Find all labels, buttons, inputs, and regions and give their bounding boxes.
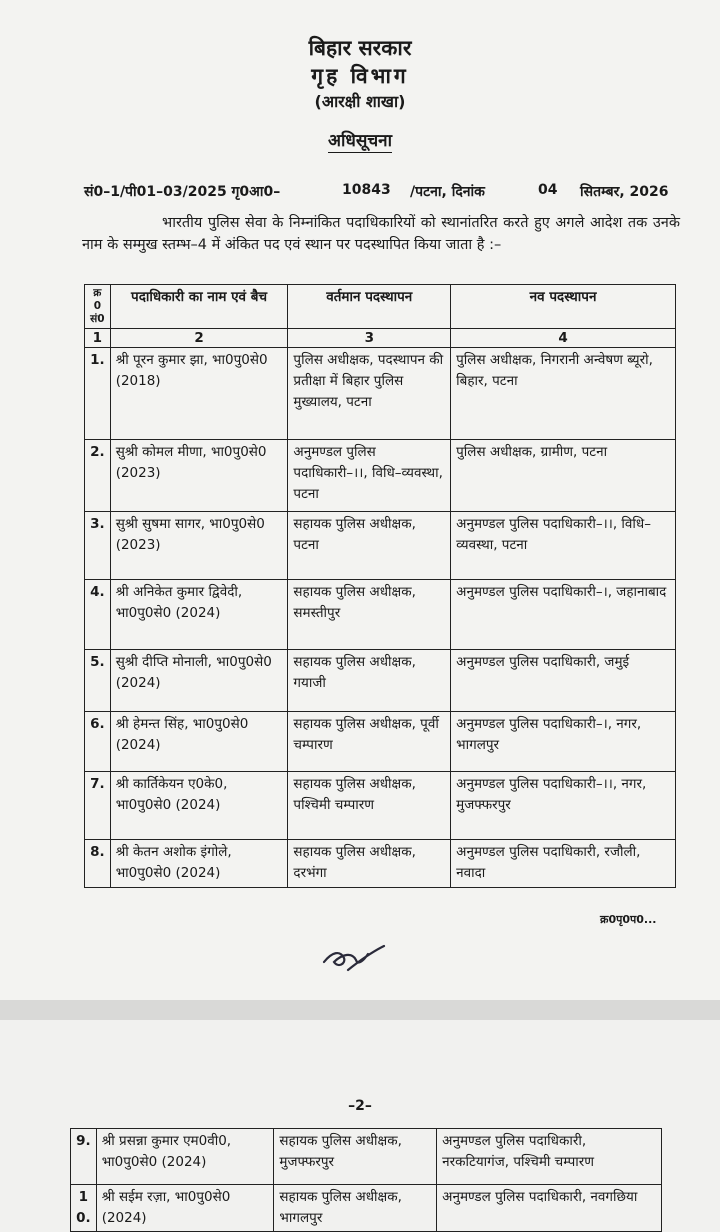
row-current: सहायक पुलिस अधीक्षक, भागलपुर bbox=[274, 1185, 437, 1232]
ref-place: /पटना, दिनांक bbox=[410, 184, 485, 200]
branch-name: (आरक्षी शाखा) bbox=[314, 92, 406, 111]
row-sn: 4. bbox=[85, 580, 111, 650]
row-new: अनुमण्डल पुलिस पदाधिकारी–।।, नगर, मुजफ्फरपुर bbox=[451, 772, 676, 840]
row-new: अनुमण्डल पुलिस पदाधिकारी, नवगछिया bbox=[437, 1185, 662, 1232]
row-sn: 9. bbox=[71, 1129, 97, 1185]
table-row bbox=[71, 1185, 662, 1232]
row-new: पुलिस अधीक्षक, निगरानी अन्वेषण ब्यूरो, बिहार, पटना bbox=[451, 348, 676, 440]
row-sn: 2. bbox=[85, 440, 111, 512]
table-row bbox=[85, 512, 676, 580]
row-sn: 1. bbox=[85, 348, 111, 440]
row-name: श्री सईम रज़ा, भा0पु0से0 (2024) bbox=[96, 1185, 274, 1232]
govt-name: बिहार सरकार bbox=[308, 36, 412, 60]
table-row bbox=[85, 440, 676, 512]
row-new: अनुमण्डल पुलिस पदाधिकारी–।, जहानाबाद bbox=[451, 580, 676, 650]
ref-month-year: सितम्बर, 2026 bbox=[580, 184, 669, 200]
header-name: पदाधिकारी का नाम एवं बैच bbox=[110, 285, 288, 329]
table-row bbox=[85, 712, 676, 772]
row-name: श्री पूरन कुमार झा, भा0पु0से0 (2018) bbox=[110, 348, 288, 440]
col-number: 1 bbox=[85, 329, 111, 348]
table-row bbox=[85, 840, 676, 888]
intro-paragraph: भारतीय पुलिस सेवा के निम्नांकित पदाधिकारियों को स्थानांतरित करते हुए अगले आदेश तक उनके नाम के सम्मुख स्तम्भ–4 में अंकित पद एवं स्थान पर पदस्थापित किया जाता है :– bbox=[82, 215, 680, 253]
row-new: अनुमण्डल पुलिस पदाधिकारी, जमुई bbox=[451, 650, 676, 712]
row-current: सहायक पुलिस अधीक्षक, दरभंगा bbox=[288, 840, 451, 888]
column-number-row bbox=[85, 329, 676, 348]
row-new: अनुमण्डल पुलिस पदाधिकारी, रजौली, नवादा bbox=[451, 840, 676, 888]
row-sn: 8. bbox=[85, 840, 111, 888]
table-row bbox=[85, 580, 676, 650]
row-current: पुलिस अधीक्षक, पदस्थापन की प्रतीक्षा में बिहार पुलिस मुख्यालय, पटना bbox=[288, 348, 451, 440]
row-current: सहायक पुलिस अधीक्षक, पूर्वी चम्पारण bbox=[288, 712, 451, 772]
table-header-row bbox=[85, 285, 676, 329]
col-number: 2 bbox=[110, 329, 288, 348]
row-sn: 3. bbox=[85, 512, 111, 580]
col-number: 4 bbox=[451, 329, 676, 348]
transfer-table bbox=[84, 284, 676, 888]
header-new: नव पदस्थापन bbox=[451, 285, 676, 329]
row-current: सहायक पुलिस अधीक्षक, पश्चिमी चम्पारण bbox=[288, 772, 451, 840]
row-new: अनुमण्डल पुलिस पदाधिकारी–।, नगर, भागलपुर bbox=[451, 712, 676, 772]
transfer-table-continued bbox=[70, 1128, 662, 1232]
row-name: श्री केतन अशोक इंगोले, भा0पु0से0 (2024) bbox=[110, 840, 288, 888]
row-name: श्री प्रसन्ना कुमार एम0वी0, भा0पु0से0 (2024) bbox=[96, 1129, 274, 1185]
row-name: सुश्री कोमल मीणा, भा0पु0से0 (2023) bbox=[110, 440, 288, 512]
row-current: अनुमण्डल पुलिस पदाधिकारी–।।, विधि–व्यवस्था, पटना bbox=[288, 440, 451, 512]
row-current: सहायक पुलिस अधीक्षक, पटना bbox=[288, 512, 451, 580]
ref-number: सं0–1/पी01–03/2025 गृ0आ0– bbox=[84, 184, 281, 200]
row-current: सहायक पुलिस अधीक्षक, मुजफ्फरपुर bbox=[274, 1129, 437, 1185]
signature-mark bbox=[318, 940, 388, 976]
row-name: श्री हेमन्त सिंह, भा0पु0से0 (2024) bbox=[110, 712, 288, 772]
table-row bbox=[85, 650, 676, 712]
ref-day: 04 bbox=[538, 182, 558, 198]
table-row bbox=[85, 348, 676, 440]
department-name: गृह विभाग bbox=[311, 64, 409, 88]
continued-note: क्र0पृ0प0... bbox=[600, 913, 657, 926]
row-new: अनुमण्डल पुलिस पदाधिकारी–।।, विधि–व्यवस्था, पटना bbox=[451, 512, 676, 580]
row-current: सहायक पुलिस अधीक्षक, समस्तीपुर bbox=[288, 580, 451, 650]
row-name: सुश्री सुषमा सागर, भा0पु0से0 (2023) bbox=[110, 512, 288, 580]
row-sn: 10. bbox=[71, 1185, 97, 1232]
row-current: सहायक पुलिस अधीक्षक, गयाजी bbox=[288, 650, 451, 712]
row-name: श्री अनिकेत कुमार द्विवेदी, भा0पु0से0 (2024) bbox=[110, 580, 288, 650]
row-name: सुश्री दीप्ति मोनाली, भा0पु0से0 (2024) bbox=[110, 650, 288, 712]
page-number: –2– bbox=[348, 1098, 372, 1114]
memo-number: 10843 bbox=[342, 182, 391, 198]
header-current: वर्तमान पदस्थापन bbox=[288, 285, 451, 329]
row-sn: 7. bbox=[85, 772, 111, 840]
document-title: अधिसूचना bbox=[328, 131, 392, 151]
row-new: पुलिस अधीक्षक, ग्रामीण, पटना bbox=[451, 440, 676, 512]
row-sn: 5. bbox=[85, 650, 111, 712]
header-sn: क्र0 सं0 bbox=[85, 285, 111, 329]
table-row bbox=[85, 772, 676, 840]
table-row bbox=[71, 1129, 662, 1185]
row-name: श्री कार्तिकेयन ए0के0, भा0पु0से0 (2024) bbox=[110, 772, 288, 840]
row-sn: 6. bbox=[85, 712, 111, 772]
col-number: 3 bbox=[288, 329, 451, 348]
row-new: अनुमण्डल पुलिस पदाधिकारी, नरकटियागंज, पश्चिमी चम्पारण bbox=[437, 1129, 662, 1185]
